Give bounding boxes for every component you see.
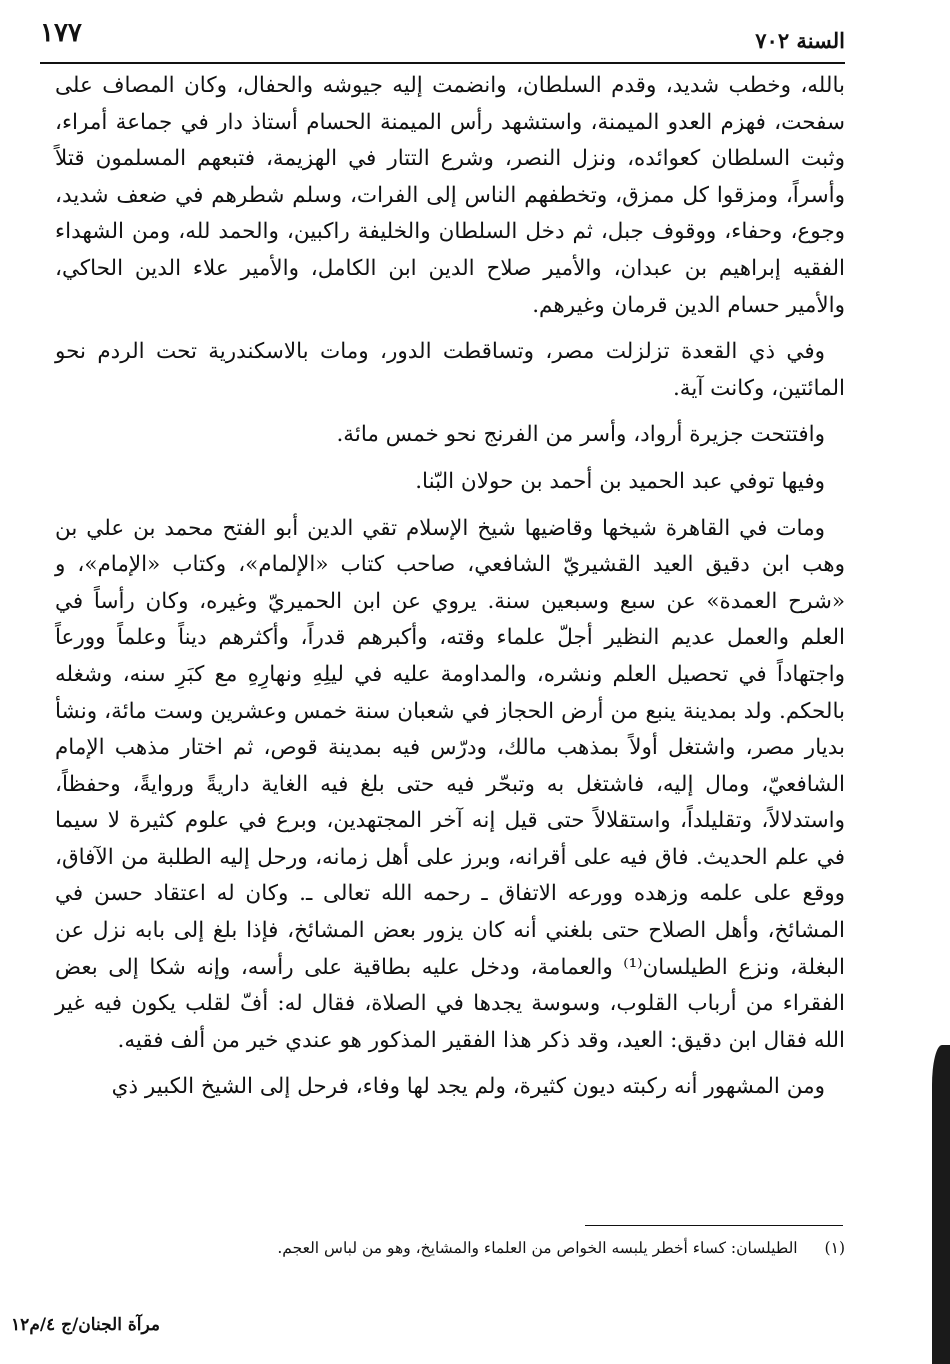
paragraph-earthquake: وفي ذي القعدة تزلزلت مصر، وتساقطت الدور، ومات بالاسكندرية تحت الردم نحو المائتين، وكانت آية. bbox=[55, 339, 845, 401]
paragraph-ibn-daqiq: ومات في القاهرة شيخها وقاضيها شيخ الإسلام تقي الدين أبو الفتح محمد بن علي بن وهب ابن دقيق العيد القشيريّ الشافعي، صاحب كتاب «الإلمام»، وكتاب «الإمام»، و «شرح العمدة» عن سبع وسبعين سنة. يروي عن ابن الحميريّ وغيره، وكان رأساً في العلم والعمل عديم النظير أجلّ علماء وقته، وأكبرهم قدراً، وأكثرهم ديناً وعلماً وورعاً واجتهاداً في تحصيل العلم ونشره، والمداومة عليه في ليلِهِ ونهارِهِ مع كبَرِ سنه، وشغله بالحكم. ولد بمدينة ينبع من أرض الحجاز في شعبان سنة خمس وعشرين وست مائة، ونشأ بديار مصر، واشتغل أولاً بمذهب مالك، ودرّس فيه بمدينة قوص، ثم اختار مذهب الإمام الشافعيّ، ومال إليه، فاشتغل به وتبحّر فيه حتى بلغ فيه الغاية داريةً وروايةً، وحفظاً، واستدلالاً، وتقليلداً، واستقلالاً حتى قيل إنه آخر المجتهدين، وبرع في علوم كثيرة لا سيما في علم الحديث. فاق فيه على أقرانه، وبرز على أهل زمانه، ورحل إليه الطلبة من الآفاق، ووقع على علمه وزهده وورعه الاتفاق ـ رحمه الله تعالى ـ. وكان له اعتقاد حسن في المشائخ، وأهل الصلاح حتى بلغني أنه كان يزور بعض المشائخ، فإذا بلغ إلى بابه نزل عن البغلة، ونزع الطيلسان⁽¹⁾ والعمامة، ودخل عليه بطاقية على رأسه، وإنه شكا إلى بعض الفقراء من أرباب القلوب، وسوسة يجدها في الصلاة، فقال له: أفّ لقلب يكون فيه غير الله فقال ابن دقيق: العيد، وقد ذكر هذا الفقير المذكور هو عندي خير من ألف فقيه. bbox=[55, 515, 846, 1053]
paragraph-arwad: وافتتحت جزيرة أرواد، وأسر من الفرنج نحو خمس مائة. bbox=[336, 422, 825, 448]
paragraph-battle: بالله، وخطب شديد، وقدم السلطان، وانضمت إليه جيوشه والحفال، وكان المصاف على سفحت، فهزم العدو الميمنة، واستشهد رأس الميمنة الحسام أستاذ دار في جماعة أمراء، وثبت السلطان كعوائده، ونزل النصر، وشرع التتار في الهزيمة، فتبعهم المسلمون قتلاً وأسراً، ومزقوا كل ممزق، وتخطفهم الناس إلى الفرات، وسلم شطرهم في ضعف شديد، وجوع، وحفاء، ووقوف جبل، ثم دخل السلطان والخليفة راكبين، والحمد لله، ومن الشهداء الفقيه إبراهيم بن عبدان، والأمير صلاح الدين ابن الكامل، والأمير علاء الدين الحاكي، والأمير حسام الدين قرمان وغيرهم. bbox=[55, 73, 845, 318]
main-text bbox=[55, 68, 845, 1106]
scan-page-edge bbox=[932, 1045, 950, 1364]
paragraph-debts: ومن المشهور أنه ركبته ديون كثيرة، ولم يجد لها وفاء، فرحل إلى الشيخ الكبير ذي bbox=[111, 1074, 825, 1100]
footnote bbox=[60, 1236, 845, 1260]
page-header bbox=[40, 18, 845, 60]
running-head-year: السنة ٧٠٢ bbox=[755, 28, 845, 53]
footnote-text: الطيلسان: كساء أخطر يلبسه الخواص من العلماء والمشايخ، وهو من لباس العجم. bbox=[277, 1239, 798, 1257]
book-signature: مرآة الجنان/ج ٤/م١٢ bbox=[11, 1315, 160, 1335]
footnote-number: (١) bbox=[824, 1239, 845, 1257]
header-rule bbox=[40, 62, 845, 64]
page-number: ١٧٧ bbox=[40, 18, 82, 48]
paragraph-death-notice: وفيها توفي عبد الحميد بن أحمد بن حولان البّنا. bbox=[415, 468, 825, 494]
footnote-rule bbox=[585, 1225, 843, 1226]
